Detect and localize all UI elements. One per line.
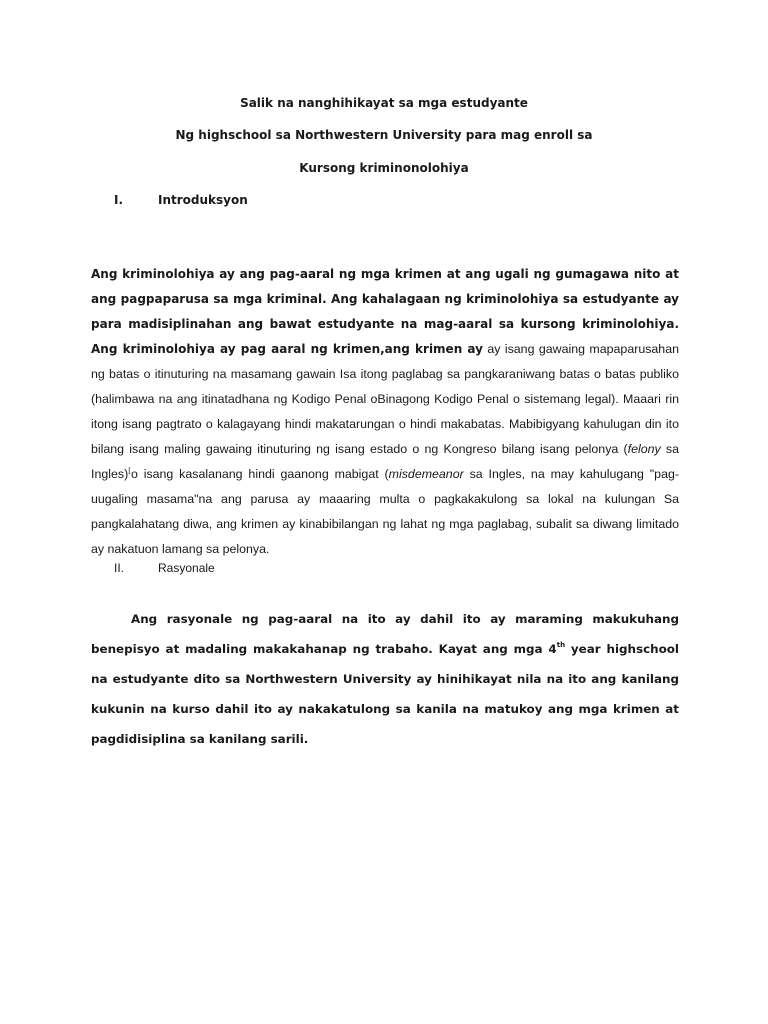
section-1-heading: Introduksyon [158, 193, 248, 207]
citation-mark: [ [128, 467, 131, 475]
intro-italic-misdemeanor: misdemeanor [388, 467, 464, 481]
introduction-paragraph [91, 262, 679, 562]
intro-text-closing: sa Ingles, na may kahulugang "pag-uugaling masama"na ang parusa ay maaaring multa o pagkakakulong sa lokal na kulungan Sa pangkalahatang diwa, ang krimen ay kinabibilangan ng lahat ng mga paglabag, subalit sa diwang limitado ay nakatuon lamang sa pelonya. [91, 467, 679, 556]
rationale-paragraph [91, 604, 679, 754]
intro-italic-felony: felony [627, 442, 661, 456]
intro-definition-text: ay isang gawaing mapaparusahan ng batas o itinuturing na masamang gawain Isa itong paglabag sa pangkaraniwang batas o batas publiko (halimbawa na ang itinatadhana ng Kodigo Penal oBinagong Kodigo Penal o sistemang legal). Maaari rin itong isang pagtrato o kalagayang hindi makatarungan o hindi makabatas. Mabibigyang kahulugan din ito bilang isang maling gawaing itinuturing ng isang estado o ng Kongreso bilang isang pelonya ( [91, 342, 679, 456]
ordinal-superscript: th [556, 641, 566, 649]
intro-text-kasalanan: o isang kasalanang hindi gaanong mabigat ( [130, 467, 389, 481]
intro-bold-text: Ang kriminolohiya ay ang pag-aaral ng mga krimen at ang ugali ng gumagawa nito at ang pagpaparusa sa mga kriminal. Ang kahalagaan ng kriminolohiya sa estudyante ay para madisiplinahan ang bawat estudyante na mag-aaral sa kursong kriminolohiya. Ang kriminolohiya ay pag aaral ng krimen,ang krimen a [91, 267, 679, 356]
title-line-2: Ng highschool sa Northwestern University para mag enroll sa [175, 128, 593, 142]
section-2-number: II. [114, 561, 125, 575]
section-1-number: I. [114, 193, 124, 207]
rationale-text-a: Ang rasyonale ng pag-aaral na ito ay dahil ito ay maraming makukuhang benepisyo at madaling makakahanap ng trabaho. Kayat ang mga 4 [91, 612, 679, 656]
intro-text-ingles: sa Ingles) [91, 442, 680, 481]
section-2-heading: Rasyonale [158, 561, 215, 575]
rationale-text-b: year highschool na estudyante dito sa Northwestern University ay hinihikayat nila na ito ang kanilang kukunin na kurso dahil ito ay nakakatulong sa kanila na matukoy ang mga krimen at pagdidisiplina sa kanilang sarili. [91, 642, 679, 746]
intro-bold-tail: y [475, 342, 483, 356]
title-line-3: Kursong kriminonolohiya [299, 161, 469, 175]
title-line-1: Salik na nanghihikayat sa mga estudyante [240, 96, 528, 110]
